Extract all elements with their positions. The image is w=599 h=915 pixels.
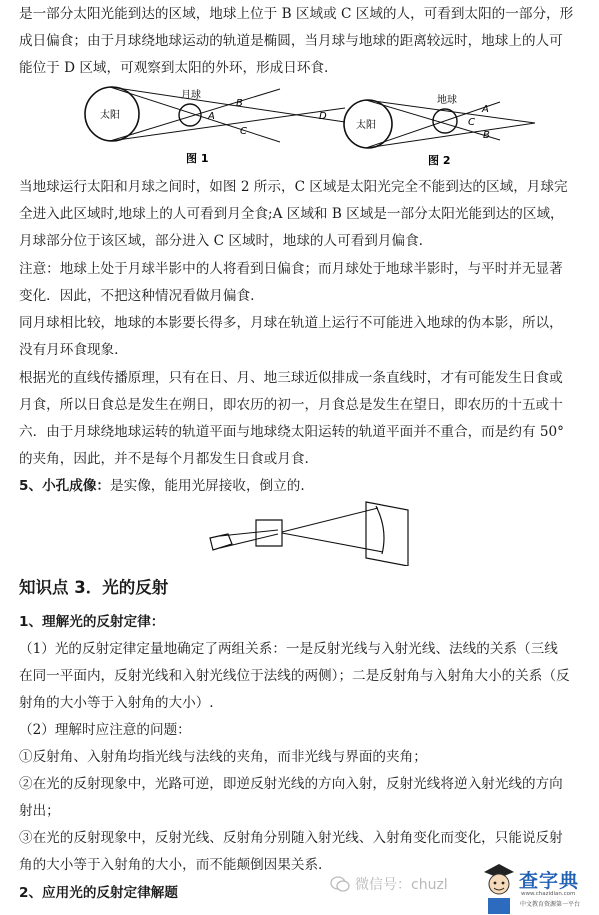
text-line: 六．由于月球绕地球运转的轨道平面与地球绕太阳运转的轨道平面并不重合，而是约有 50° <box>19 424 564 440</box>
text-line: 是一部分太阳光能到达的区域，地球上位于 B 区域或 C 区域的人，可看到太阳的一部分，形 <box>19 6 574 22</box>
text-line: 在同一平面内，反射光线和入射光线位于法线的两侧）；二是反射角与入射角大小的关系（反 <box>19 668 570 684</box>
wechat-icon <box>330 876 350 892</box>
text-line: 能位于 D 区域，可观察到太阳的外环，形成日环食. <box>19 60 329 76</box>
region-label: B <box>236 98 243 109</box>
text-line: 没有月环食现象. <box>19 342 119 358</box>
subsection-title: 2、应用光的反射定律解题 <box>19 885 178 901</box>
region-label: B <box>483 130 490 141</box>
text-line: 全进入此区域时,地球上的人可看到月全食;A 区域和 B 区域是一部分太阳光能到达的区域， <box>19 206 564 222</box>
term: 小孔成像： <box>42 478 111 494</box>
region-label: A <box>482 104 489 115</box>
text-line: 射出； <box>19 803 60 819</box>
text-line: （2）理解时应注意的问题： <box>19 722 191 738</box>
text-line: 变化．因此，不把这种情况看做月偏食. <box>19 288 255 304</box>
text-line: ③在光的反射现象中，反射光线、反射角分别随入射光线、入射角变化而变化，只能说反射 <box>19 830 563 846</box>
solar-eclipse-diagram <box>80 84 350 174</box>
subsection-title: 1、理解光的反射定律： <box>19 614 165 630</box>
moon-label: 月球 <box>181 90 201 101</box>
item-number: 5、 <box>19 478 43 494</box>
figure-caption: 图 2 <box>428 154 451 167</box>
text-line: 角的大小等于入射角的大小，而不能颠倒因果关系. <box>19 857 323 873</box>
mascot-logo <box>480 858 518 914</box>
text-line: 成日偏食；由于月球绕地球运动的轨道是椭圆，当月球与地球的距离较远时，地球上的人可 <box>19 33 563 49</box>
pinhole-line <box>19 478 305 495</box>
text-line: 月球部分位于该区域，部分进入 C 区域时，地球的人可看到月偏食. <box>19 233 423 249</box>
text-line: ②在光的反射现象中，光路可逆，即逆反射光线的方向入射，反射光线将逆入射光线的方向 <box>19 776 563 792</box>
sun-label: 太阳 <box>356 120 376 131</box>
text-line: ①反射角、入射角均指光线与法线的夹角，而非光线与界面的夹角； <box>19 749 427 765</box>
text-line: 同月球相比较，地球的本影要长得多，月球在轨道上运行不可能进入地球的伪本影，所以， <box>19 315 563 331</box>
region-label: D <box>319 111 327 122</box>
term-desc: 是实像，能用光屏接收，倒立的. <box>110 478 305 494</box>
region-label: C <box>468 117 475 128</box>
text-line: 射角的大小等于入射角的大小）. <box>19 695 214 711</box>
text-line: 根据光的直线传播原理，只有在日、月、地三球近似排成一条直线时，才有可能发生日食或 <box>19 370 563 386</box>
sun-label: 太阳 <box>100 110 120 121</box>
brand-subtitle: 中文教育资源第一平台 <box>520 901 581 908</box>
text-line: 注意：地球上处于月球半影中的人将看到日偏食；而月球处于地球半影时，与平时并无显著 <box>19 261 563 277</box>
region-label: C <box>240 126 247 137</box>
pinhole-box <box>256 520 282 546</box>
text-line: （1）光的反射定律定量地确定了两组关系：一是反射光线与入射光线、法线的关系（三线 <box>19 641 558 657</box>
lunar-eclipse-diagram <box>340 88 540 172</box>
screen <box>366 502 408 566</box>
wechat-watermark <box>330 874 448 894</box>
wechat-id: 微信号：chuzl <box>355 877 448 893</box>
text-line: 当地球运行太阳和月球之间时，如图 2 所示，C 区域是太阳光完全不能到达的区域，月球完 <box>19 179 568 195</box>
region-label: A <box>208 111 215 122</box>
brand-logo-text: 查字典 <box>519 870 580 892</box>
pinhole-diagram <box>198 500 418 566</box>
figure-caption: 图 1 <box>186 152 209 165</box>
text-line: 月食，所以日食总是发生在朔日，即农历的初一，月食总是发生在望日，即农历的十五或十 <box>19 397 563 413</box>
text-line: 的夹角，因此，并不是每个月都发生日食或月食. <box>19 451 309 467</box>
section-title: 知识点 3．光的反射 <box>19 578 169 597</box>
brand-url: www.chazidian.com <box>521 891 576 897</box>
earth-label: 地球 <box>437 95 457 106</box>
